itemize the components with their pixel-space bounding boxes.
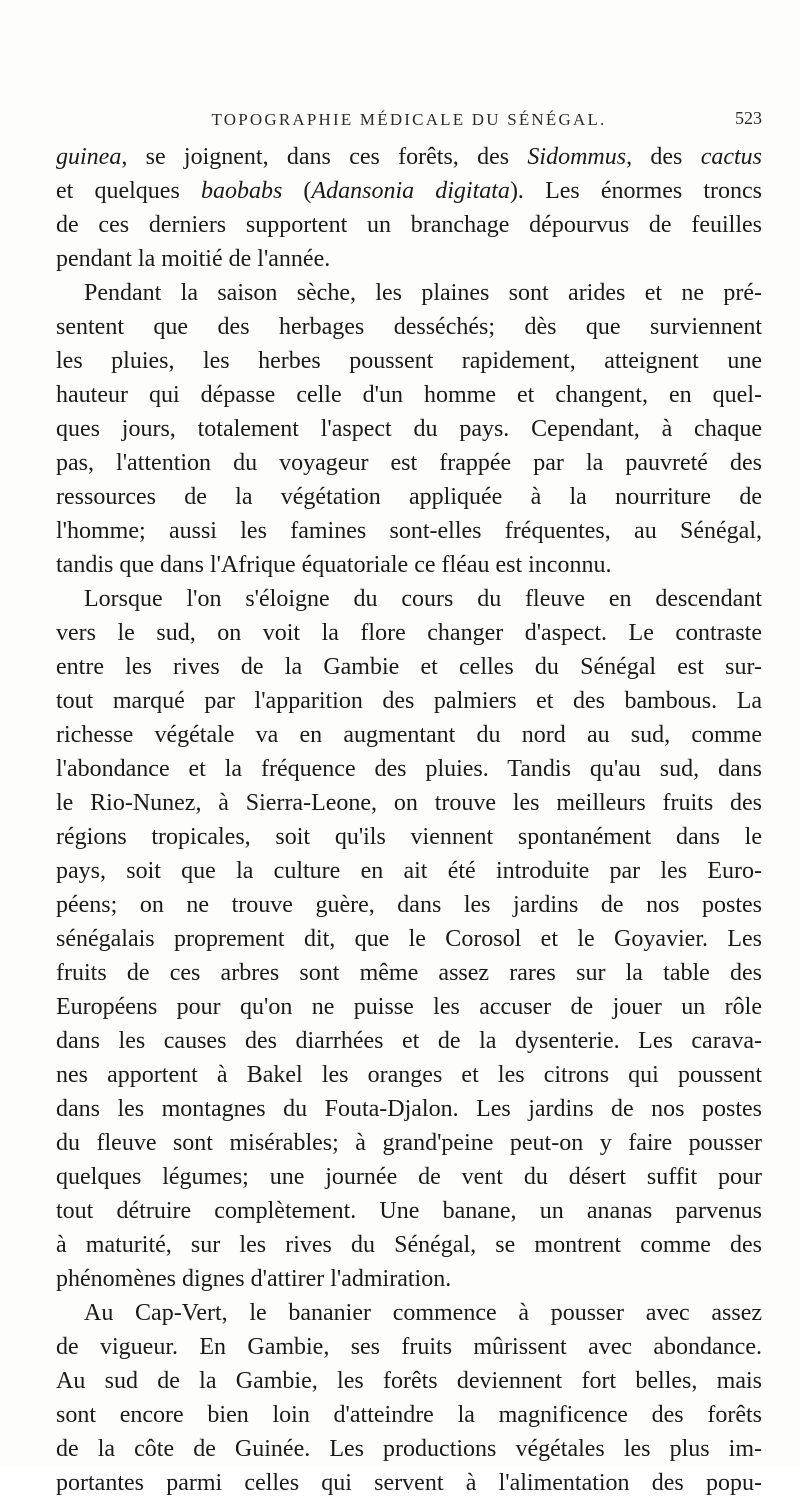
text-segment: et quelques — [56, 178, 201, 204]
text-line — [56, 1296, 762, 1330]
text-segment: de vigueur. En Gambie, ses fruits mûrissent avec abondance. — [56, 1334, 762, 1360]
text-segment: entre les rives de la Gambie et celles du Sénégal est sur- — [56, 654, 762, 680]
text-segment: de ces derniers supportent un branchage dépourvus de feuilles — [56, 212, 762, 238]
text-line — [56, 1092, 762, 1126]
italic-text-segment: guinea — [56, 144, 122, 170]
text-line — [56, 1432, 762, 1466]
text-segment: Au Cap-Vert, le bananier commence à pousser avec assez — [84, 1300, 762, 1326]
text-line — [56, 956, 762, 990]
italic-text-segment: Sidommus — [527, 144, 627, 170]
text-line — [56, 650, 762, 684]
text-segment: Européens pour qu'on ne puisse les accuser de jouer un rôle — [56, 994, 762, 1020]
text-segment: nes apportent à Bakel les oranges et les citrons qui poussent — [56, 1062, 762, 1088]
page-number: 523 — [735, 108, 762, 128]
text-segment: de la côte de Guinée. Les productions végétales les plus im- — [56, 1436, 762, 1462]
text-segment: dans les causes des diarrhées et de la dysenterie. Les carava- — [56, 1028, 762, 1054]
text-line — [56, 174, 762, 208]
text-segment: péens; on ne trouve guère, dans les jardins de nos postes — [56, 892, 762, 918]
text-segment: portantes parmi celles qui servent à l'alimentation des popu- — [56, 1470, 762, 1496]
text-line — [56, 446, 762, 480]
page-header — [56, 106, 762, 134]
text-segment: hauteur qui dépasse celle d'un homme et changent, en quel- — [56, 382, 762, 408]
text-segment: ques jours, totalement l'aspect du pays. Cependant, à chaque — [56, 416, 762, 442]
text-line — [56, 1398, 762, 1432]
text-line — [56, 786, 762, 820]
text-line — [56, 514, 762, 548]
text-line — [56, 1228, 762, 1262]
text-segment: l'abondance et la fréquence des pluies. Tandis qu'au sud, dans — [56, 756, 762, 782]
text-line — [56, 1058, 762, 1092]
text-segment: , se joignent, dans ces forêts, des — [121, 144, 528, 170]
text-line — [56, 582, 762, 616]
text-segment: pays, soit que la culture en ait été introduite par les Euro- — [56, 858, 762, 884]
text-segment: vers le sud, on voit la flore changer d'aspect. Le contraste — [56, 620, 762, 646]
italic-text-segment: Adansonia digitata — [311, 178, 510, 204]
text-segment: le Rio-Nunez, à Sierra-Leone, on trouve les meilleurs fruits des — [56, 790, 762, 816]
text-line — [56, 344, 762, 378]
running-title: TOPOGRAPHIE MÉDICALE DU SÉNÉGAL. — [211, 110, 607, 129]
text-line — [56, 1330, 762, 1364]
text-line — [56, 208, 762, 242]
text-segment: sont encore bien loin d'atteindre la magnificence des forêts — [56, 1402, 762, 1428]
text-line — [56, 888, 762, 922]
text-segment: à maturité, sur les rives du Sénégal, se montrent comme des — [56, 1232, 762, 1258]
text-segment: tout détruire complètement. Une banane, un ananas parvenus — [56, 1198, 762, 1224]
text-segment: pendant la moitié de l'année. — [56, 246, 331, 272]
text-segment: les pluies, les herbes poussent rapidement, atteignent une — [56, 348, 762, 374]
text-line — [56, 752, 762, 786]
text-line — [56, 1126, 762, 1160]
text-line — [56, 616, 762, 650]
text-line — [56, 1194, 762, 1228]
text-line — [56, 310, 762, 344]
text-line — [56, 480, 762, 514]
text-segment: phénomènes dignes d'attirer l'admiration. — [56, 1266, 452, 1292]
text-segment: pas, l'attention du voyageur est frappée par la pauvreté des — [56, 450, 762, 476]
text-segment: sentent que des herbages desséchés; dès que surviennent — [56, 314, 762, 340]
text-segment: du fleuve sont misérables; à grand'peine peut-on y faire pousser — [56, 1130, 762, 1156]
text-line — [56, 1364, 762, 1398]
text-line — [56, 1024, 762, 1058]
text-line — [56, 412, 762, 446]
text-line — [56, 1466, 762, 1500]
text-line — [56, 242, 762, 276]
text-segment: régions tropicales, soit qu'ils viennent spontanément dans le — [56, 824, 762, 850]
italic-text-segment: cactus — [700, 144, 762, 170]
text-segment: , des — [626, 144, 701, 170]
text-segment: l'homme; aussi les famines sont-elles fréquentes, au Sénégal, — [56, 518, 762, 544]
text-segment: tandis que dans l'Afrique équatoriale ce fléau est inconnu. — [56, 552, 612, 578]
text-segment: ( — [282, 178, 312, 204]
text-line — [56, 684, 762, 718]
text-segment: Au sud de la Gambie, les forêts deviennent fort belles, mais — [56, 1368, 762, 1394]
text-line — [56, 1160, 762, 1194]
text-line — [56, 548, 762, 582]
text-line — [56, 1262, 762, 1296]
text-line — [56, 718, 762, 752]
text-segment: Lorsque l'on s'éloigne du cours du fleuve en descendant — [84, 586, 762, 612]
text-line — [56, 922, 762, 956]
text-segment: richesse végétale va en augmentant du nord au sud, comme — [56, 722, 762, 748]
italic-text-segment: baobabs — [200, 178, 283, 204]
text-line — [56, 854, 762, 888]
text-segment: quelques légumes; une journée de vent du désert suffit pour — [56, 1164, 762, 1190]
text-line — [56, 990, 762, 1024]
text-line — [56, 140, 762, 174]
text-segment: ). Les énormes troncs — [509, 178, 762, 204]
text-segment: fruits de ces arbres sont même assez rares sur la table des — [56, 960, 762, 986]
text-segment: tout marqué par l'apparition des palmiers et des bambous. La — [56, 688, 762, 714]
text-segment: ressources de la végétation appliquée à la nourriture de — [56, 484, 762, 510]
text-segment: sénégalais proprement dit, que le Corosol et le Goyavier. Les — [56, 926, 762, 952]
body-text — [56, 140, 762, 1500]
text-line — [56, 276, 762, 310]
text-segment: Pendant la saison sèche, les plaines sont arides et ne pré- — [84, 280, 762, 306]
text-segment: dans les montagnes du Fouta-Djalon. Les jardins de nos postes — [56, 1096, 762, 1122]
text-line — [56, 820, 762, 854]
text-line — [56, 378, 762, 412]
